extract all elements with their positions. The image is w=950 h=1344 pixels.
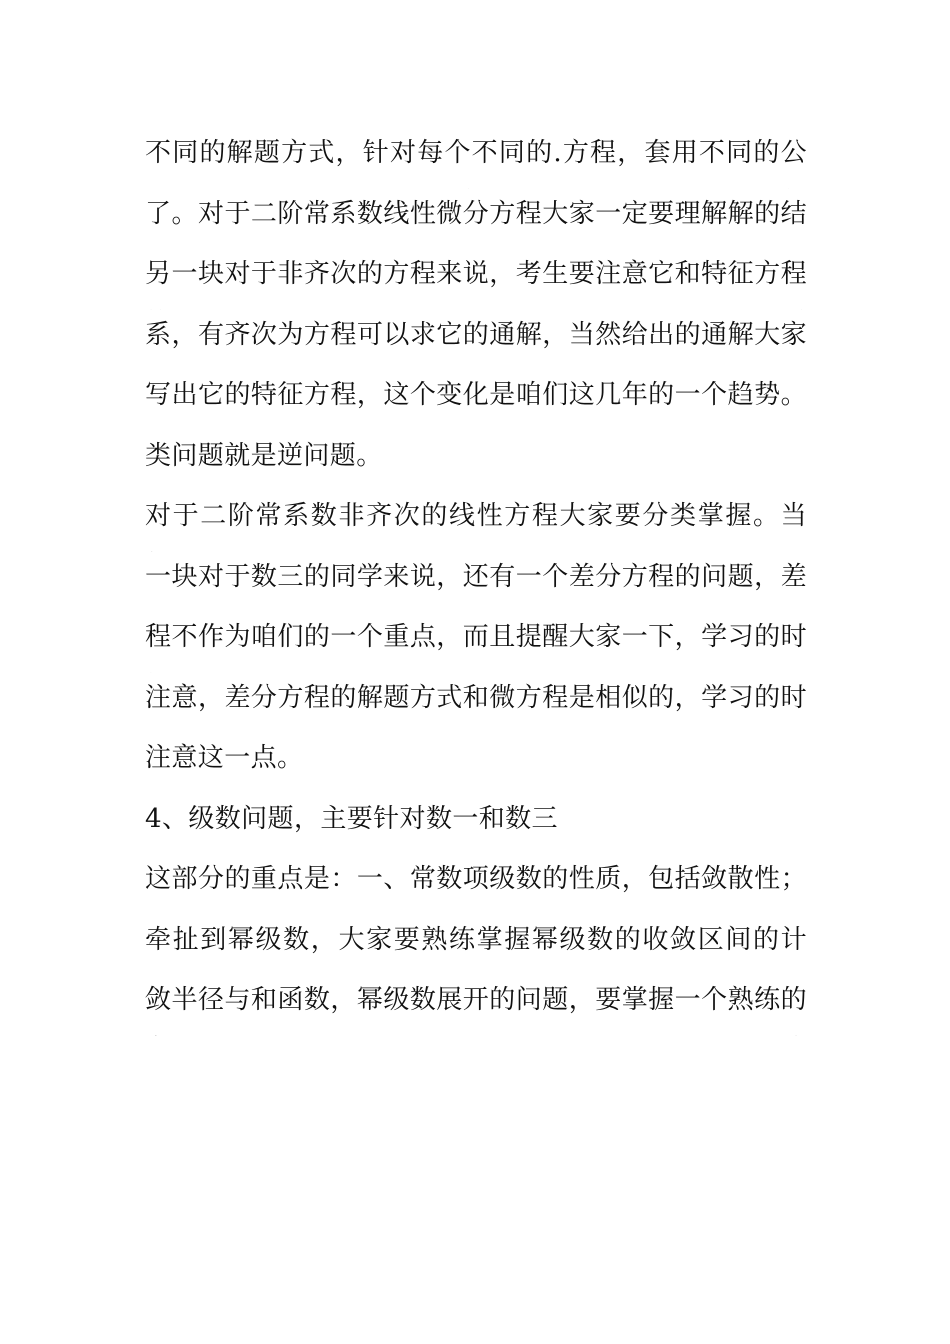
text-line-9: 程不作为咱们的一个重点，而且提醒大家一下，学习的时 [145, 622, 807, 652]
text-line-10: 注意，差分方程的解题方式和微方程是相似的，学习的时 [145, 682, 807, 713]
text-line-5: 写出它的特征方程，这个变化是咱们这几年的一个趋势。 [145, 380, 807, 410]
section-heading: 4、级数问题，主要针对数一和数三 [145, 803, 558, 834]
text-line-15: 敛半径与和函数，幂级数展开的问题，要掌握一个熟练的 [145, 985, 807, 1015]
text-line-13: 这部分的重点是：一、常数项级数的性质，包括敛散性； [145, 864, 807, 894]
text-line-3: 另一块对于非齐次的方程来说，考生要注意它和特征方程 [145, 259, 807, 289]
text-line-6: 类问题就是逆问题。 [145, 440, 383, 471]
text-line-8: 一块对于数三的同学来说，还有一个差分方程的问题，差 [145, 561, 807, 592]
body-text [145, 128, 807, 1036]
text-line-4: 系，有齐次为方程可以求它的通解，当然给出的通解大家 [145, 319, 807, 350]
text-line-2: 了。对于二阶常系数线性微分方程大家一定要理解解的结 [145, 198, 807, 229]
text-line-14: 牵扯到幂级数，大家要熟练掌握幂级数的收敛区间的计 [145, 924, 807, 955]
text-line-7: 对于二阶常系数非齐次的线性方程大家要分类掌握。当 [145, 501, 807, 531]
text-line-11: 注意这一点。 [145, 743, 304, 773]
text-line-1: 不同的解题方式，针对每个不同的.方程，套用不同的公 [145, 138, 807, 168]
